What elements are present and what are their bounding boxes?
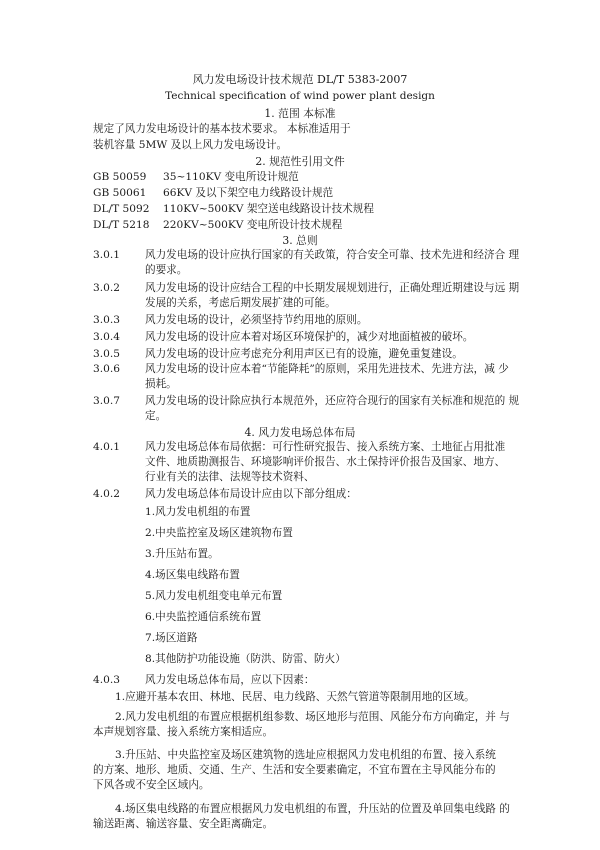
section-1-line: 规定了风力发电场设计的基本技术要求。 本标准适用于: [93, 123, 351, 135]
clause-number: 3.0.7: [93, 395, 120, 407]
clause-number: 3.0.6: [93, 363, 120, 375]
paragraph-line: 本声规划容量、接入系统方案相适应。: [93, 726, 274, 738]
standard-desc: 220KV~500KV 变电所设计技术规程: [163, 219, 343, 231]
clause-number: 4.0.3: [93, 674, 120, 686]
standard-code: DL/T 5218: [93, 219, 150, 231]
paragraph-line: 的方案、地形、地质、交通、生产、生活和安全要素确定，不宜布置在主导风能分布的: [93, 764, 496, 776]
clause-line: 行业有关的法律、法规等技术资料、: [145, 471, 315, 483]
standard-desc: 35~110KV 变电所设计规范: [163, 171, 299, 183]
clause-line: 风力发电场的设计应本着“节能降耗”的原则，采用先进技术、先进方法，减 少: [145, 363, 509, 375]
section-3-heading: 3. 总则: [282, 234, 318, 247]
layout-item: 2.中央监控室及场区建筑物布置: [145, 527, 293, 539]
clause-line: 风力发电场总体布局依据：可行性研究报告、接入系统方案、土地征占用批准: [145, 441, 506, 453]
paragraph-line: 2.风力发电机组的布置应根据机组参数、场区地形与范围、风能分布方向确定，并 与: [115, 711, 510, 723]
clause-line: 文件、地质勘测报告、环境影响评价报告、水土保持评价报告及国家、地方、: [145, 456, 506, 468]
standard-desc: 110KV~500KV 架空送电线路设计技术规程: [163, 203, 374, 215]
clause-number: 3.0.4: [93, 331, 120, 343]
clause-line: 风力发电场的设计，必须坚持节约用地的原则。: [145, 314, 368, 326]
layout-item: 3.升压站布置。: [145, 548, 219, 560]
clause-line: 风力发电场的设计应考虑充分利用声区已有的设施，避免重复建设。: [145, 348, 463, 360]
layout-item: 4.场区集电线路布置: [145, 569, 240, 581]
section-4-heading: 4. 风力发电场总体布局: [244, 426, 356, 439]
document-title-cn: 风力发电场设计技术规范 DL/T 5383-2007: [192, 73, 408, 86]
clause-line: 风力发电场总体布局，应以下因素：: [145, 674, 315, 686]
paragraph-line: 4.场区集电线路的布置应根据风力发电机组的布置，升压站的位置及单回集电线路 的: [115, 803, 510, 815]
paragraph-line: 3.升压站、中央监控室及场区建筑物的选址应根据风力发电机组的布置、接入系统: [115, 749, 496, 761]
layout-item: 7.场区道路: [145, 632, 198, 644]
clause-number: 3.0.3: [93, 314, 120, 326]
clause-line: 风力发电场的设计应本着对场区环境保护的，减少对地面植被的破坏。: [145, 331, 474, 343]
section-2-heading: 2. 规范性引用文件: [255, 155, 345, 168]
factor-paragraph-3: [93, 748, 513, 793]
section-1-line: 装机容量 5MW 及以上风力发电场设计。: [93, 139, 288, 151]
standard-code: DL/T 5092: [93, 203, 150, 215]
layout-item: 8.其他防护功能设施（防洪、防雷、防火）: [145, 653, 346, 665]
clause-line: 风力发电场的设计应执行国家的有关政策，符合安全可靠、技术先进和经济合 理: [145, 249, 520, 261]
document-title-en: Technical specification of wind power plant design: [165, 90, 435, 102]
layout-item: 6.中央监控通信系统布置: [145, 611, 262, 623]
clause-line: 风力发电场的设计应结合工程的中长期发展规划进行，正确处理近期建设与远 期: [145, 282, 520, 294]
layout-item: 1.风力发电机组的布置: [145, 506, 251, 518]
standard-code: GB 50061: [93, 187, 147, 199]
clause-number: 4.0.1: [93, 441, 120, 453]
clause-line: 损耗。: [145, 378, 177, 390]
paragraph-line: 输送距离、输送容量、安全距离确定。: [93, 818, 274, 830]
standard-code: GB 50059: [93, 171, 147, 183]
clause-number: 4.0.2: [93, 488, 120, 500]
clause-line: 风力发电场总体布局设计应由以下部分组成：: [145, 488, 357, 500]
layout-item: 5.风力发电机组变电单元布置: [145, 590, 283, 602]
standard-desc: 66KV 及以下架空电力线路设计规范: [163, 187, 334, 199]
factor-paragraph-2: [93, 710, 513, 740]
clause-line: 定。: [145, 410, 167, 422]
paragraph-line: 下风各或不安全区域内。: [93, 779, 210, 791]
clause-number: 3.0.2: [93, 282, 120, 294]
clause-number: 3.0.5: [93, 348, 120, 360]
clause-number: 3.0.1: [93, 249, 120, 261]
clause-line: 的要求。: [145, 264, 188, 276]
section-1-heading: 1. 范围 本标准: [264, 107, 336, 120]
factor-paragraph-1: [115, 690, 535, 705]
clause-line: 发展的关系，考虑后期发展扩建的可能。: [145, 297, 336, 309]
factor-paragraph-4: [93, 802, 513, 832]
paragraph-line: 1.应避开基本农田、林地、民居、电力线路、天然气管道等限制用地的区域。: [115, 691, 475, 703]
clause-line: 风力发电场的设计除应执行本规范外，还应符合现行的国家有关标准和规范的 规: [145, 395, 520, 407]
